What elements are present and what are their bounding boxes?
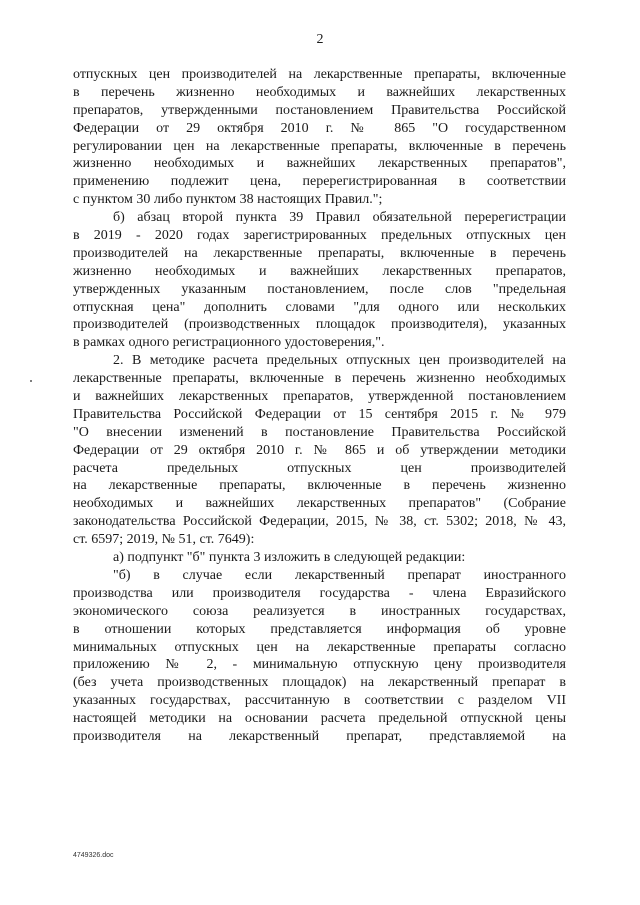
text-line: и важнейших лекарственных препаратов, утвержденной постановлением <box>73 389 566 405</box>
text-line: Правительства Российской Федерации от 15 сентября 2015 г. № 979 <box>73 406 566 422</box>
text-line: "б) в случае если лекарственный препарат иностранного <box>113 567 566 583</box>
text-line: в рамках одного регистрационного удостоверения,". <box>73 335 385 351</box>
text-line: применению подлежит цена, перерегистрированная в соответствии <box>73 174 566 190</box>
text-line: указанных государствах, рассчитанную в соответствии с разделом VII <box>73 693 566 709</box>
text-line: жизненно необходимых и важнейших лекарственных препаратов, <box>73 263 566 279</box>
page-number: 2 <box>316 32 324 47</box>
text-line: приложению № 2, - минимальную отпускную цену производителя <box>73 657 566 673</box>
text-line: экономического союза реализуется в иностранных государствах, <box>73 603 566 619</box>
text-line: расчета предельных отпускных цен производителей <box>73 460 566 476</box>
text-line: Федерации от 29 октября 2010 г. № 865 "О государственном <box>73 120 566 136</box>
text-line: отпускная цена" дополнить словами "для одного или нескольких <box>73 299 566 315</box>
text-line: производителя на лекарственный препарат, представляемой на <box>73 728 566 744</box>
text-line: отпускных цен производителей на лекарственные препараты, включенные <box>73 67 566 82</box>
margin-mark <box>30 380 32 382</box>
text-line: в 2019 - 2020 годах зарегистрированных предельных отпускных цен <box>73 228 566 244</box>
text-line: Федерации от 29 октября 2010 г. № 865 и об утверждении методики <box>73 442 566 458</box>
text-line: настоящей методики на основании расчета предельной отпускной цены <box>73 711 566 727</box>
text-line: производителей на лекарственные препараты, включенные в перечень <box>73 245 566 261</box>
text-line: регулировании цен на лекарственные препараты, включенные в перечень <box>73 138 566 154</box>
text-line: ст. 6597; 2019, № 51, ст. 7649): <box>73 532 255 548</box>
text-line: в перечень жизненно необходимых и важнейших лекарственных <box>73 84 566 100</box>
text-line: (без учета производственных площадок) на лекарственный препарат в <box>73 675 566 691</box>
document-body <box>73 66 566 746</box>
text-line: жизненно необходимых и важнейших лекарственных препаратов", <box>73 156 566 172</box>
text-line: производителей (производственных площадок производителя), указанных <box>73 317 566 333</box>
text-line: а) подпункт "б" пункта 3 изложить в следующей редакции: <box>113 550 466 566</box>
footer-filename: 4749326.doc <box>73 852 114 859</box>
text-line: 2. В методике расчета предельных отпускных цен производителей на <box>113 353 566 369</box>
text-line: с пунктом 30 либо пунктом 38 настоящих Правил."; <box>73 192 383 208</box>
text-line: препаратов, утвержденными постановлением Правительства Российской <box>73 102 566 118</box>
text-line: "О внесении изменений в постановление Правительства Российской <box>73 424 566 440</box>
text-line: законодательства Российской Федерации, 2015, № 38, ст. 5302; 2018, № 43, <box>73 514 566 530</box>
text-line: лекарственные препараты, включенные в перечень жизненно необходимых <box>73 371 566 387</box>
text-line: необходимых и важнейших лекарственных препаратов" (Собрание <box>73 496 566 512</box>
text-line: на лекарственные препараты, включенные в перечень жизненно <box>73 478 566 494</box>
text-line: б) абзац второй пункта 39 Правил обязательной перерегистрации <box>113 210 566 226</box>
text-line: утвержденных указанным постановлением, после слов "предельная <box>73 281 566 297</box>
text-line: производства или производителя государства - члена Евразийского <box>73 585 566 601</box>
text-line: в отношении которых представляется информация об уровне <box>73 621 566 637</box>
text-line: минимальных отпускных цен на лекарственные препараты согласно <box>73 639 566 655</box>
